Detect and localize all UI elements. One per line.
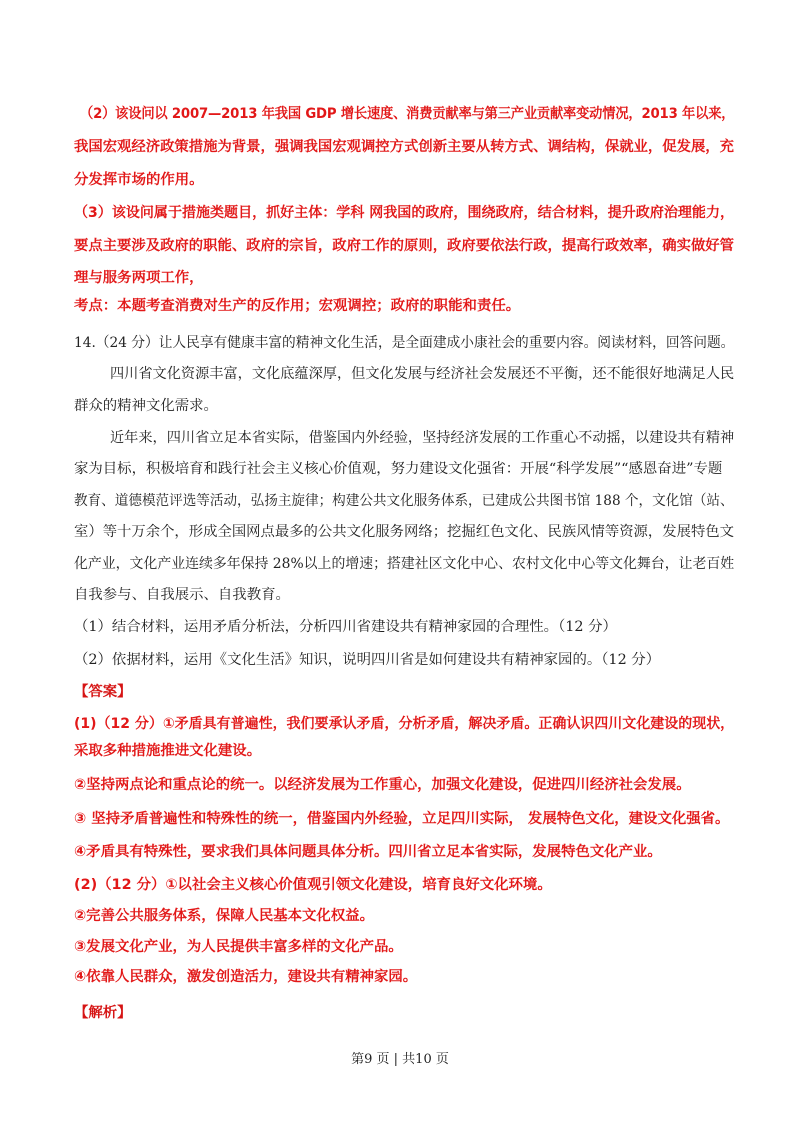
question-stem: 14.（24 分）让人民享有健康丰富的精神文化生活，是全面建成小康社会的重要内容。阅读材料，回答问题。 bbox=[74, 335, 735, 351]
answer-2-point1: (2)（12 分）①以社会主义核心价值观引领文化建设，培育良好文化环境。 bbox=[74, 877, 552, 893]
kaodian-line: 考点：本题考查消费对生产的反作用；宏观调控；政府的职能和责任。 bbox=[74, 298, 521, 314]
material-1-line2: 群众的精神文化需求。 bbox=[74, 398, 218, 414]
prev-answer-p2-line3: 分发挥市场的作用。 bbox=[74, 172, 204, 188]
prev-answer-p2-line1: （2）该设问以 2007—2013 年我国 GDP 增长速度、消费贡献率与第三产业贡献率变动情况，2013 年以来， bbox=[80, 106, 735, 122]
material-1-line1: 四川省文化资源丰富，文化底蕴深厚，但文化发展与经济社会发展还不平衡，还不能很好地满足人民 bbox=[110, 366, 735, 382]
material-2-line1: 近年来，四川省立足本省实际，借鉴国内外经验，坚持经济发展的工作重心不动摇，以建设共有精神 bbox=[110, 430, 735, 446]
answer-1-line2: 采取多种措施推进文化建设。 bbox=[74, 743, 262, 759]
prev-answer-p2-line2: 我国宏观经济政策措施为背景，强调我国宏观调控方式创新主要从转方式、调结构，保就业，促发展，充 bbox=[74, 139, 734, 155]
page-footer: 第9 页 | 共10 页 bbox=[351, 1052, 449, 1067]
answer-1-point2: ②坚持两点论和重点论的统一。以经济发展为工作重心，加强文化建设，促进四川经济社会发展。 bbox=[74, 777, 691, 793]
sub-question-2: （2）依据材料，运用《文化生活》知识，说明四川省是如何建设共有精神家园的。（12 分） bbox=[74, 652, 661, 668]
material-2-line2: 家为目标，积极培育和践行社会主义核心价值观，努力建设文化强省：开展“科学发展”“感恩奋进”专题 bbox=[74, 461, 723, 477]
answer-heading: 【答案】 bbox=[74, 684, 132, 700]
material-2-line5: 化产业，文化产业连续多年保持 28%以上的增速；搭建社区文化中心、农村文化中心等文化舞台，让老百姓 bbox=[74, 556, 735, 572]
material-2-line3: 教育、道德模范评选等活动，弘扬主旋律；构建公共文化服务体系，已建成公共图书馆 188 个，文化馆（站、 bbox=[74, 493, 734, 509]
answer-2-point2: ②完善公共服务体系，保障人民基本文化权益。 bbox=[74, 908, 374, 924]
material-2-line4: 室）等十万余个，形成全国网点最多的公共文化服务网络；挖掘红色文化、民族风情等资源，发展特色文 bbox=[74, 524, 734, 540]
answer-2-point4: ④依靠人民群众，激发创造活力，建设共有精神家园。 bbox=[74, 969, 418, 985]
answer-1-line1: (1)（12 分）①矛盾具有普遍性，我们要承认矛盾，分析矛盾，解决矛盾。正确认识四川文化建设的现状， bbox=[74, 716, 735, 732]
prev-answer-p3-line2: 要点主要涉及政府的职能、政府的宗旨，政府工作的原则，政府要依法行政，提高行政效率，确实做好管 bbox=[74, 238, 734, 254]
prev-answer-p3-line1: （3）该设问属于措施类题目，抓好主体：学科 网我国的政府，围绕政府，结合材料，提升政府治理能力， bbox=[74, 205, 735, 221]
analysis-heading: 【解析】 bbox=[74, 1005, 132, 1021]
material-2-line6: 自我参与、自我展示、自我教育。 bbox=[74, 587, 290, 603]
answer-1-point4: ④矛盾具有特殊性，要求我们具体问题具体分析。四川省立足本省实际，发展特色文化产业。 bbox=[74, 844, 662, 860]
answer-1-point3: ③ 坚持矛盾普遍性和特殊性的统一，借鉴国内外经验，立足四川实际， 发展特色文化，建设文化强省。 bbox=[74, 811, 730, 827]
sub-question-1: （1）结合材料，运用矛盾分析法，分析四川省建设共有精神家园的合理性。（12 分） bbox=[74, 619, 617, 635]
prev-answer-p3-line3: 理与服务两项工作， bbox=[74, 270, 204, 286]
answer-2-point3: ③发展文化产业，为人民提供丰富多样的文化产品。 bbox=[74, 939, 403, 955]
